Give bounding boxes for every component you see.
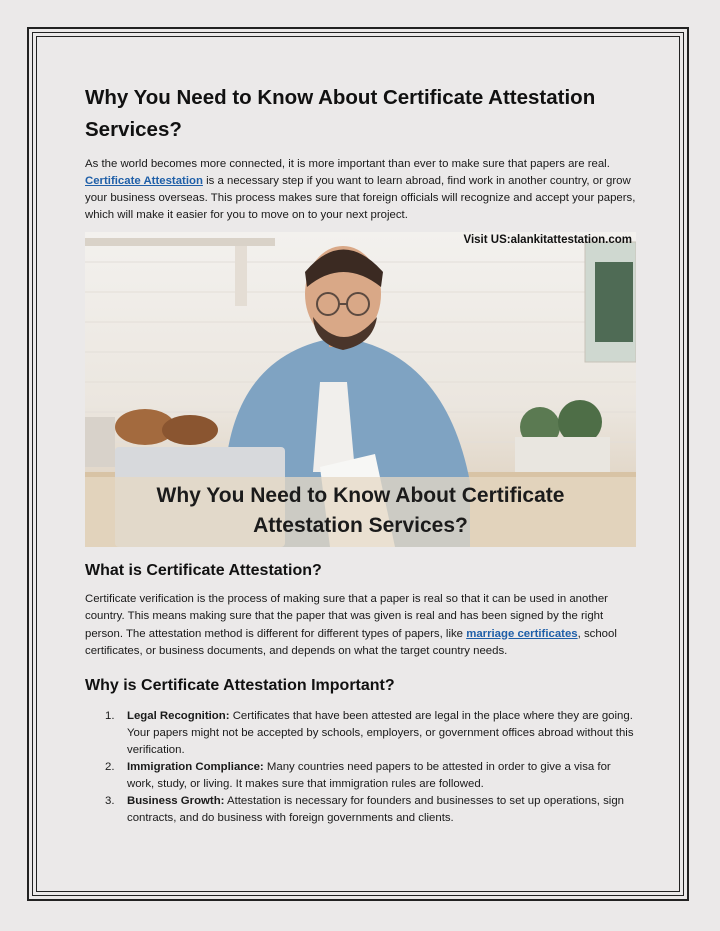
list-item-number: 1. [105, 709, 115, 722]
section-what-is-text-start: Certificate verification is the process of making sure that a paper is real so that it can be used in another country. This means making sure that the paper that was given is real and has been signed by the right person. The attestation method is different for different types of papers, like [85, 593, 608, 640]
list-item-number: 2. [105, 761, 115, 774]
marriage-certificates-link[interactable]: marriage certificates [466, 627, 578, 640]
hero-caption-line-2: Attestation Services? [253, 514, 468, 538]
section-heading-what-is: What is Certificate Attestation? [85, 562, 322, 580]
article-title: Why You Need to Know About Certificate Attestation Services? [85, 86, 596, 141]
potted-plants [515, 400, 610, 477]
shelf-bracket [235, 246, 247, 306]
list-item [85, 708, 637, 759]
visit-us-text: Visit US:alankitattestation.com [463, 234, 632, 247]
importance-list [85, 708, 637, 828]
hero-caption [85, 481, 636, 541]
intro-text-end: is a necessary step if you want to learn abroad, find work in another country, or grow your business overseas. This process makes sure that foreign officials will recognize and accept your papers, which will make it easier for you to move on to your next project. [85, 175, 636, 222]
hero-caption-line-1: Why You Need to Know About Certificate [156, 484, 565, 508]
shelf [85, 238, 275, 246]
list-item-number: 3. [105, 795, 115, 808]
intro-text-start: As the world becomes more connected, it is more important than ever to make sure that papers are real. [85, 158, 610, 170]
intro-paragraph [85, 156, 637, 224]
list-item-label: Immigration Compliance: [127, 761, 264, 774]
article-body [85, 82, 637, 827]
section-what-is-paragraph [85, 591, 637, 659]
list-item-label: Legal Recognition: [127, 709, 230, 722]
list-item-text: Attestation is necessary for founders and businesses to set up operations, sign contracts, and do business with foreign governments and clients. [127, 795, 625, 825]
list-item-text: Certificates that have been attested are legal in the place where they are going. Your papers might not be accepted by schools, employers, or government offices abroad without this verification. [127, 709, 634, 756]
section-heading-why-important: Why is Certificate Attestation Important? [85, 676, 395, 694]
list-item [85, 759, 637, 793]
list-item [85, 793, 637, 827]
hero-image [85, 232, 636, 547]
list-item-text: Many countries need papers to be attested in order to give a visa for work, study, or living. It makes sure that immigration rules are followed. [127, 761, 611, 791]
certificate-attestation-link[interactable]: Certificate Attestation [85, 175, 203, 188]
window-plant [595, 262, 633, 342]
list-item-label: Business Growth: [127, 795, 225, 808]
section-what-is-text-end: , school certificates, or business documents, and depends on what the target country needs. [85, 627, 617, 657]
